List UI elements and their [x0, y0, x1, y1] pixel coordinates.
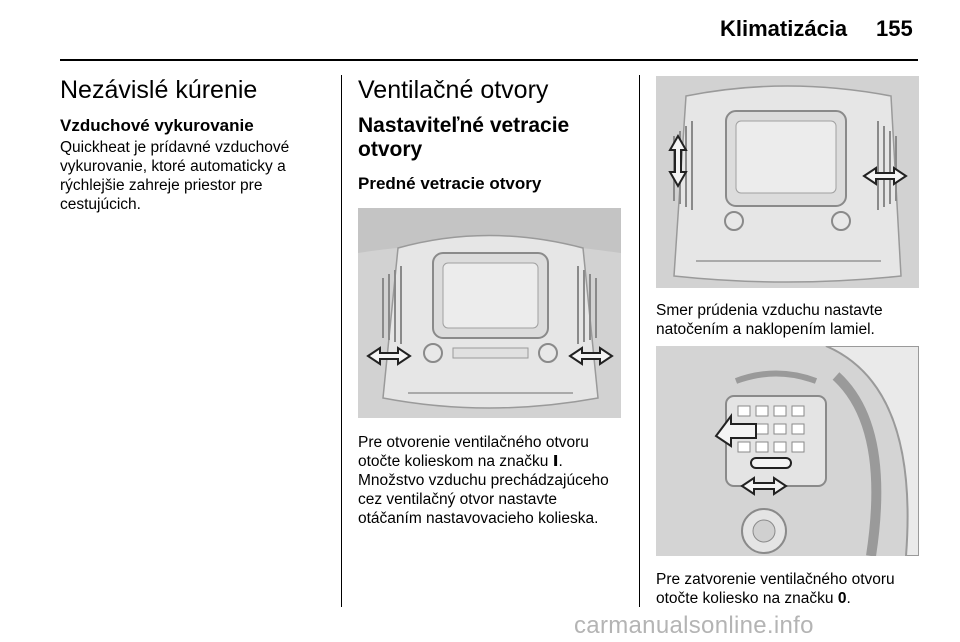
- paragraph-front-vents: [358, 433, 633, 528]
- column-2: [358, 76, 633, 194]
- text-fragment: otočte kolieskom na značku: [358, 453, 549, 470]
- text-line: Smer prúdenia vzduchu nastavte: [656, 302, 883, 319]
- vent-close-illustration: [656, 346, 919, 556]
- column-divider-1: [341, 75, 342, 607]
- column-divider-2: [639, 75, 640, 607]
- text-line: Pre zatvorenie ventilačného otvoru: [656, 571, 895, 588]
- column-1: [60, 76, 330, 214]
- text-line: otočte koliesko na značku 0.: [656, 590, 851, 607]
- page-number: 155: [876, 16, 913, 41]
- open-symbol: Ⅰ: [552, 453, 559, 470]
- section-heading-vents: Ventilačné otvory: [358, 76, 549, 104]
- caption-vent-direction: [656, 301, 918, 339]
- section-heading-independent-heating: Nezávislé kúrenie: [60, 76, 258, 104]
- text-line: natočením a naklopením lamiel.: [656, 321, 875, 338]
- subheading-adjustable-vents: [358, 114, 633, 162]
- subheading-front-vents: Predné vetracie otvory: [358, 174, 542, 193]
- text-line: otáčaním nastavovacieho kolieska.: [358, 510, 599, 527]
- heading-line: Nastaviteľné vetracie: [358, 114, 570, 137]
- text-fragment: otočte koliesko na značku: [656, 590, 834, 607]
- text-line: Pre otvorenie ventilačného otvoru: [358, 434, 589, 451]
- front-vents-illustration: [358, 208, 621, 418]
- text-line: Quickheat je prídavné vzduchové: [60, 139, 290, 156]
- header-rule: [60, 59, 918, 61]
- watermark: carmanualsonline.info: [574, 612, 814, 639]
- page-header-title: Klimatizácia: [720, 16, 848, 41]
- caption-vent-close: [656, 570, 918, 608]
- paragraph-quickheat: [60, 138, 330, 214]
- text-line: cez ventilačný otvor nastavte: [358, 491, 558, 508]
- text-line: rýchlejšie zahreje priestor pre: [60, 177, 263, 194]
- text-line: Množstvo vzduchu prechádzajúceho: [358, 472, 609, 489]
- text-line: otočte kolieskom na značku Ⅰ.: [358, 453, 563, 470]
- text-line: cestujúcich.: [60, 196, 141, 213]
- text-line: vykurovanie, ktoré automaticky a: [60, 158, 286, 175]
- vent-direction-illustration: [656, 76, 919, 288]
- subheading-air-heating: Vzduchové vykurovanie: [60, 116, 254, 135]
- heading-line: otvory: [358, 138, 423, 161]
- close-symbol: 0: [837, 590, 847, 607]
